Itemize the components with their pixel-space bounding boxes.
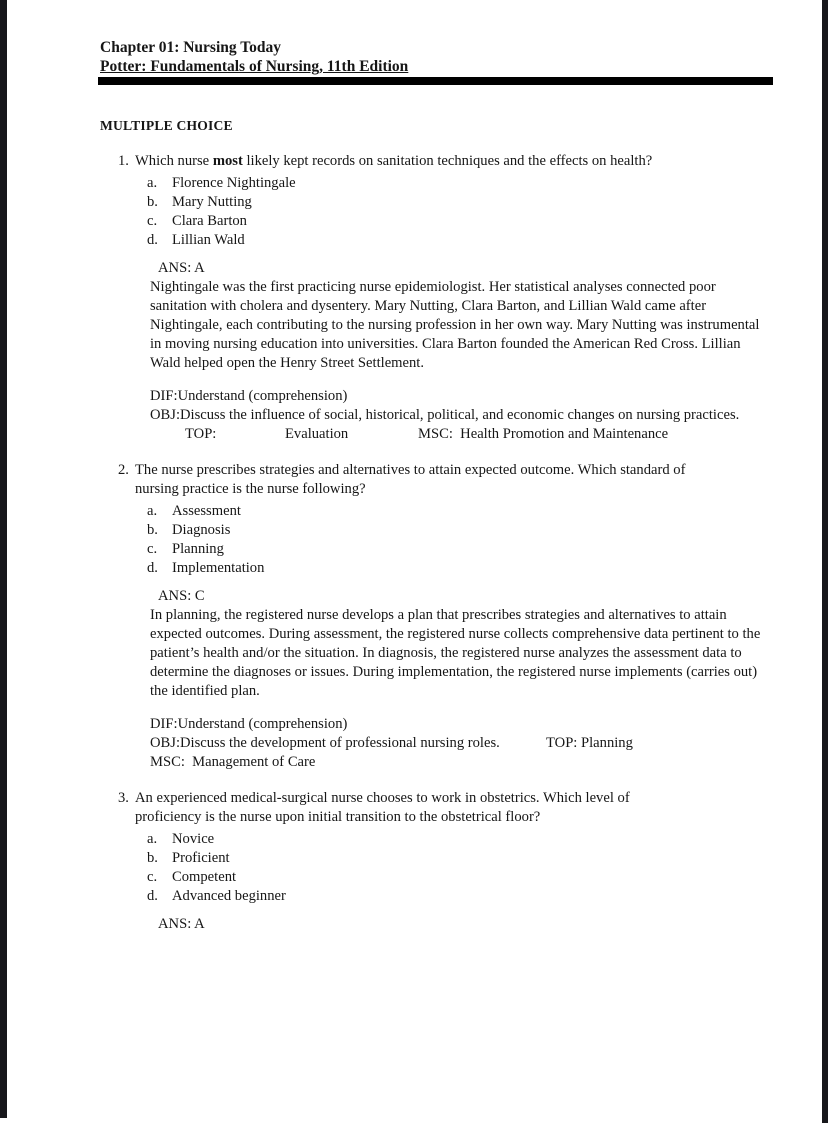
- option: [135, 212, 776, 231]
- option-letter: d.: [147, 560, 158, 576]
- option-letter: a.: [147, 175, 158, 191]
- page-border-left: [0, 0, 7, 1118]
- option-letter: a.: [147, 831, 158, 847]
- option-text: Advanced beginner: [172, 888, 286, 904]
- question-stem: [135, 789, 776, 808]
- dif-line: DIF:Understand (comprehension): [150, 716, 348, 732]
- option: [135, 174, 776, 193]
- stem-text: An experienced medical-surgical nurse chooses to work in obstetrics. Which level of: [135, 790, 630, 806]
- obj-top-line: [150, 734, 776, 753]
- answer-line: ANS: A: [158, 916, 205, 932]
- question-1: [100, 152, 776, 444]
- obj-line: OBJ:Discuss the influence of social, historical, political, and economic changes on nursing practices.: [150, 407, 740, 423]
- option-text: Florence Nightingale: [172, 175, 296, 191]
- top-label: TOP:: [185, 426, 217, 442]
- option-text: Mary Nutting: [172, 194, 252, 210]
- question-2: [100, 461, 776, 772]
- option: [135, 231, 776, 250]
- option-letter: a.: [147, 503, 158, 519]
- question-stem: [135, 461, 776, 480]
- msc-line: MSC: Management of Care: [150, 754, 316, 770]
- options-list: [135, 830, 776, 906]
- stem-text: Which nurse: [135, 153, 213, 169]
- top-msc-line: [150, 425, 776, 444]
- question-metadata: [150, 715, 776, 772]
- stem-text: likely kept records on sanitation techniques and the effects on health?: [242, 153, 653, 169]
- question-stem: [135, 152, 776, 171]
- question-body: [135, 789, 776, 934]
- rationale-text: In planning, the registered nurse develops a plan that prescribes strategies and alternatives to attain expected outcomes. During assessment, the registered nurse collects comprehensive data pertinent to the patient’s health and/or the situation. In diagnosis, the registered nurse analyzes the assessment data to determine the diagnoses or issues. During implementation, the registered nurse implements (carries out) the identified plan.: [150, 607, 761, 699]
- option: [135, 193, 776, 212]
- option-text: Clara Barton: [172, 213, 247, 229]
- option: [135, 830, 776, 849]
- dif-line: DIF:Understand (comprehension): [150, 388, 348, 404]
- option-text: Planning: [172, 541, 224, 557]
- option-letter: b.: [147, 522, 158, 538]
- obj-value: OBJ:Discuss the development of professional nursing roles.: [150, 735, 500, 751]
- options-list: [135, 174, 776, 250]
- option: [135, 559, 776, 578]
- question-body: [135, 461, 776, 772]
- top-value: TOP: Planning: [546, 735, 633, 751]
- chapter-title: Chapter 01: Nursing Today: [100, 39, 282, 56]
- option-letter: c.: [147, 213, 158, 229]
- section-title: MULTIPLE CHOICE: [100, 118, 233, 133]
- option-text: Diagnosis: [172, 522, 231, 538]
- option-text: Assessment: [172, 503, 241, 519]
- document-page: [100, 38, 776, 934]
- question-number: 1.: [118, 153, 129, 169]
- option-letter: b.: [147, 850, 158, 866]
- msc-value: MSC: Health Promotion and Maintenance: [418, 426, 669, 442]
- option-letter: c.: [147, 869, 158, 885]
- top-value: Evaluation: [285, 426, 349, 442]
- option: [135, 868, 776, 887]
- question-3: [100, 789, 776, 934]
- stem-text: The nurse prescribes strategies and alternatives to attain expected outcome. Which standard of: [135, 462, 686, 478]
- option: [135, 849, 776, 868]
- option-text: Proficient: [172, 850, 230, 866]
- question-number: 2.: [118, 462, 129, 478]
- option-text: Novice: [172, 831, 215, 847]
- document-header: [100, 38, 776, 85]
- option-letter: d.: [147, 888, 158, 904]
- header-rule: [98, 77, 773, 85]
- option-letter: b.: [147, 194, 158, 210]
- question-stem-line2: nursing practice is the nurse following?: [135, 481, 366, 497]
- option-text: Lillian Wald: [172, 232, 245, 248]
- option: [135, 887, 776, 906]
- stem-bold-text: most: [212, 153, 243, 169]
- option: [135, 502, 776, 521]
- question-stem-line2: proficiency is the nurse upon initial transition to the obstetrical floor?: [135, 809, 541, 825]
- option: [135, 540, 776, 559]
- option: [135, 521, 776, 540]
- question-metadata: [150, 387, 776, 444]
- page-border-right: [822, 0, 828, 1123]
- option-letter: d.: [147, 232, 158, 248]
- answer-line: ANS: A: [158, 260, 205, 276]
- book-title: Potter: Fundamentals of Nursing, 11th Edition: [100, 58, 409, 75]
- option-text: Competent: [172, 869, 237, 885]
- option-letter: c.: [147, 541, 158, 557]
- option-text: Implementation: [172, 560, 265, 576]
- question-body: [135, 152, 776, 444]
- answer-line: ANS: C: [158, 588, 205, 604]
- rationale-text: Nightingale was the first practicing nurse epidemiologist. Her statistical analyses connected poor sanitation with cholera and dysentery. Mary Nutting, Clara Barton, and Lillian Wald came after Nightingale, each contributing to the nursing profession in her own way. Mary Nutting was instrumental in moving nursing education into universities. Clara Barton founded the American Red Cross. Lillian Wald helped open the Henry Street Settlement.: [150, 279, 760, 371]
- options-list: [135, 502, 776, 578]
- question-number: 3.: [118, 790, 129, 806]
